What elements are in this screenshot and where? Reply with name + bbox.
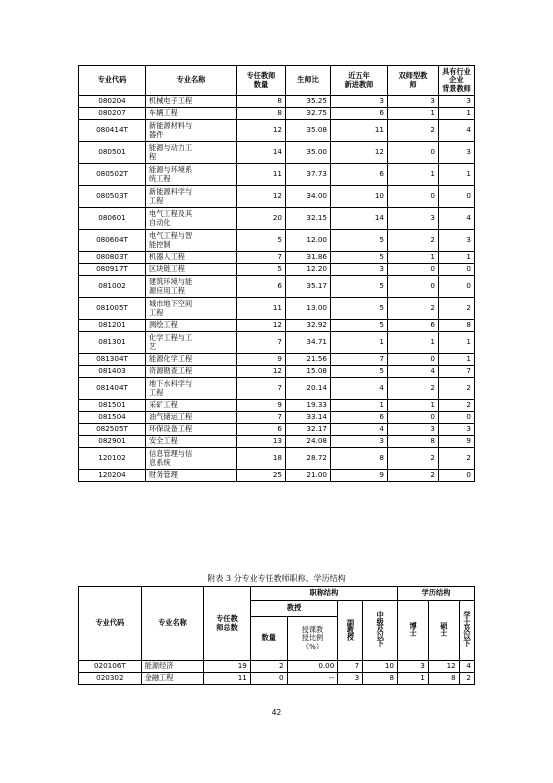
cell-industry-teachers: 9 [439, 436, 475, 448]
cell-new-teachers: 11 [331, 120, 388, 142]
cell-ratio: 21.56 [286, 354, 331, 366]
cell-teacher-count: 11 [237, 164, 286, 186]
cell-name: 车辆工程 [146, 108, 237, 120]
header-teacher-count: 专任教师 数量 [237, 66, 286, 96]
cell-ratio: 35.25 [286, 96, 331, 108]
cell-teacher-count: 7 [237, 378, 286, 400]
cell-ratio: 33.14 [286, 412, 331, 424]
table-row [79, 120, 475, 142]
cell-code: 080204 [79, 96, 146, 108]
cell-ratio: 12.00 [286, 230, 331, 252]
cell-phd: 1 [398, 673, 429, 685]
table-row [79, 298, 475, 320]
table-caption: 附表 3 分专业专任教师职称、学历结构 [207, 574, 346, 583]
cell-name: 机器人工程 [146, 252, 237, 264]
cell-new-teachers: 5 [331, 230, 388, 252]
cell-new-teachers: 5 [331, 298, 388, 320]
cell-bachelor-below: 4 [459, 661, 474, 673]
table-row [79, 400, 475, 412]
cell-teacher-count: 6 [237, 276, 286, 298]
cell-ratio: 28.72 [286, 448, 331, 470]
table-row [79, 366, 475, 378]
cell-dual-teachers: 0 [388, 186, 439, 208]
cell-dual-teachers: 4 [388, 366, 439, 378]
cell-name: 资源勘查工程 [146, 366, 237, 378]
cell-teacher-count: 6 [237, 424, 286, 436]
cell-dual-teachers: 2 [388, 120, 439, 142]
cell-new-teachers: 14 [331, 208, 388, 230]
header-title-structure: 职称结构 [250, 587, 397, 601]
cell-mid-below: 8 [363, 673, 398, 685]
cell-ratio: 32.75 [286, 108, 331, 120]
cell-ratio: 20.14 [286, 378, 331, 400]
cell-new-teachers: 6 [331, 108, 388, 120]
table-row [79, 378, 475, 400]
cell-dual-teachers: 6 [388, 320, 439, 332]
cell-code: 080414T [79, 120, 146, 142]
cell-code: 081404T [79, 378, 146, 400]
table-row [79, 332, 475, 354]
cell-code: 081005T [79, 298, 146, 320]
cell-new-teachers: 8 [331, 448, 388, 470]
cell-dual-teachers: 8 [388, 436, 439, 448]
cell-code: 081002 [79, 276, 146, 298]
cell-code: 081304T [79, 354, 146, 366]
header-professor: 教授 [250, 601, 338, 617]
cell-new-teachers: 4 [331, 378, 388, 400]
cell-dual-teachers: 2 [388, 298, 439, 320]
cell-ratio: 35.17 [286, 276, 331, 298]
cell-code: 081403 [79, 366, 146, 378]
cell-ratio: 32.15 [286, 208, 331, 230]
table-row [79, 230, 475, 252]
header-mid-below: 中级及以下 [363, 601, 398, 661]
cell-dual-teachers: 0 [388, 412, 439, 424]
cell-ratio: 24.08 [286, 436, 331, 448]
cell-name: 油气储运工程 [146, 412, 237, 424]
cell-name: 金融工程 [141, 673, 203, 685]
cell-teacher-count: 9 [237, 400, 286, 412]
cell-code: 081301 [79, 332, 146, 354]
cell-industry-teachers: 3 [439, 230, 475, 252]
cell-code: 080917T [79, 264, 146, 276]
cell-teacher-count: 8 [237, 96, 286, 108]
cell-name: 城市地下空间 工程 [146, 298, 237, 320]
table-row [79, 96, 475, 108]
header-industry-teachers: 具有行业企业 背景教师 [439, 66, 475, 96]
table-row [79, 661, 475, 673]
cell-dual-teachers: 1 [388, 164, 439, 186]
cell-total: 11 [204, 673, 251, 685]
header-new-teachers: 近五年 新进教师 [331, 66, 388, 96]
cell-teacher-count: 18 [237, 448, 286, 470]
cell-industry-teachers: 8 [439, 320, 475, 332]
cell-industry-teachers: 4 [439, 208, 475, 230]
header-phd: 博士 [398, 601, 429, 661]
cell-industry-teachers: 0 [439, 186, 475, 208]
cell-dual-teachers: 0 [388, 276, 439, 298]
header-name: 专业名称 [146, 66, 237, 96]
cell-name: 安全工程 [146, 436, 237, 448]
cell-code: 080604T [79, 230, 146, 252]
cell-new-teachers: 5 [331, 366, 388, 378]
table-row [79, 470, 475, 482]
cell-industry-teachers: 2 [439, 378, 475, 400]
cell-new-teachers: 1 [331, 332, 388, 354]
table-row [79, 142, 475, 164]
table-row [79, 208, 475, 230]
table-row [79, 436, 475, 448]
cell-ratio: 34.00 [286, 186, 331, 208]
cell-code: 081504 [79, 412, 146, 424]
cell-teacher-count: 14 [237, 142, 286, 164]
cell-new-teachers: 4 [331, 424, 388, 436]
cell-prof-count: 2 [250, 661, 287, 673]
cell-ratio: 35.08 [286, 120, 331, 142]
cell-name: 能源经济 [141, 661, 203, 673]
cell-name: 财务管理 [146, 470, 237, 482]
cell-name: 电气工程及其 自动化 [146, 208, 237, 230]
header-assoc-prof: 副教授 [338, 601, 363, 661]
cell-ratio: 13.00 [286, 298, 331, 320]
table-row [79, 354, 475, 366]
table-row [79, 164, 475, 186]
cell-name: 化学工程与工 艺 [146, 332, 237, 354]
cell-dual-teachers: 3 [388, 208, 439, 230]
table-row [79, 264, 475, 276]
cell-name: 信息管理与信 息系统 [146, 448, 237, 470]
cell-ratio: 19.33 [286, 400, 331, 412]
cell-new-teachers: 3 [331, 436, 388, 448]
page-number: 42 [271, 708, 282, 717]
cell-name: 区块链工程 [146, 264, 237, 276]
cell-name: 能源与动力工 程 [146, 142, 237, 164]
table-row [79, 320, 475, 332]
cell-dual-teachers: 2 [388, 470, 439, 482]
cell-code: 120102 [79, 448, 146, 470]
cell-dual-teachers: 2 [388, 378, 439, 400]
cell-code: 082505T [79, 424, 146, 436]
cell-industry-teachers: 2 [439, 298, 475, 320]
cell-dual-teachers: 0 [388, 264, 439, 276]
cell-ratio: 15.08 [286, 366, 331, 378]
header-dual-teachers: 双师型教 师 [388, 66, 439, 96]
cell-bachelor-below: 2 [459, 673, 474, 685]
cell-new-teachers: 10 [331, 186, 388, 208]
cell-new-teachers: 5 [331, 320, 388, 332]
cell-teacher-count: 20 [237, 208, 286, 230]
cell-new-teachers: 6 [331, 164, 388, 186]
cell-teacher-count: 9 [237, 354, 286, 366]
table-row [79, 186, 475, 208]
cell-industry-teachers: 1 [439, 164, 475, 186]
cell-dual-teachers: 1 [388, 108, 439, 120]
cell-ratio: 12.20 [286, 264, 331, 276]
cell-ratio: 31.86 [286, 252, 331, 264]
title-education-table [78, 586, 475, 685]
cell-name: 能源与环境系 统工程 [146, 164, 237, 186]
cell-name: 采矿工程 [146, 400, 237, 412]
cell-code: 081501 [79, 400, 146, 412]
cell-industry-teachers: 7 [439, 366, 475, 378]
cell-teacher-count: 12 [237, 320, 286, 332]
table-row [79, 276, 475, 298]
cell-code: 080503T [79, 186, 146, 208]
cell-code: 080803T [79, 252, 146, 264]
cell-teaching-ratio: 0.00 [287, 661, 338, 673]
cell-teacher-count: 7 [237, 252, 286, 264]
cell-phd: 3 [398, 661, 429, 673]
cell-assoc-prof: 7 [338, 661, 363, 673]
cell-teacher-count: 7 [237, 412, 286, 424]
cell-new-teachers: 5 [331, 252, 388, 264]
cell-name: 新能源科学与 工程 [146, 186, 237, 208]
table-row [79, 412, 475, 424]
cell-teaching-ratio: -- [287, 673, 338, 685]
cell-new-teachers: 6 [331, 412, 388, 424]
header-ratio: 生师比 [286, 66, 331, 96]
cell-code: 080601 [79, 208, 146, 230]
cell-code: 120204 [79, 470, 146, 482]
cell-code: 080502T [79, 164, 146, 186]
cell-code: 080501 [79, 142, 146, 164]
cell-teacher-count: 13 [237, 436, 286, 448]
cell-teacher-count: 12 [237, 366, 286, 378]
cell-industry-teachers: 2 [439, 400, 475, 412]
cell-code: 080207 [79, 108, 146, 120]
cell-ratio: 32.17 [286, 424, 331, 436]
cell-dual-teachers: 0 [388, 354, 439, 366]
table-row [79, 673, 475, 685]
cell-ratio: 34.71 [286, 332, 331, 354]
cell-industry-teachers: 1 [439, 108, 475, 120]
table-row [79, 448, 475, 470]
cell-dual-teachers: 2 [388, 448, 439, 470]
cell-industry-teachers: 3 [439, 424, 475, 436]
cell-teacher-count: 12 [237, 186, 286, 208]
header-education-structure: 学历结构 [398, 587, 475, 601]
cell-name: 环保设备工程 [146, 424, 237, 436]
cell-ratio: 21.00 [286, 470, 331, 482]
table-header-row [79, 66, 475, 96]
cell-name: 机械电子工程 [146, 96, 237, 108]
cell-total: 19 [204, 661, 251, 673]
cell-teacher-count: 11 [237, 298, 286, 320]
cell-name: 建筑环境与能 源应用工程 [146, 276, 237, 298]
cell-industry-teachers: 1 [439, 332, 475, 354]
cell-new-teachers: 9 [331, 470, 388, 482]
cell-teacher-count: 8 [237, 108, 286, 120]
header-master: 硕士 [428, 601, 459, 661]
header-code: 专业代码 [79, 587, 142, 661]
cell-assoc-prof: 3 [338, 673, 363, 685]
cell-industry-teachers: 0 [439, 470, 475, 482]
cell-dual-teachers: 1 [388, 332, 439, 354]
cell-code: 020302 [79, 673, 142, 685]
cell-dual-teachers: 1 [388, 400, 439, 412]
table-row [79, 252, 475, 264]
cell-teacher-count: 7 [237, 332, 286, 354]
cell-new-teachers: 7 [331, 354, 388, 366]
header-teaching-ratio: 授课教 授比例 （%） [287, 617, 338, 661]
cell-name: 测绘工程 [146, 320, 237, 332]
cell-industry-teachers: 1 [439, 354, 475, 366]
cell-industry-teachers: 0 [439, 264, 475, 276]
cell-name: 能源化学工程 [146, 354, 237, 366]
cell-teacher-count: 5 [237, 230, 286, 252]
header-bachelor-below: 学士及以下 [459, 601, 474, 661]
cell-ratio: 37.73 [286, 164, 331, 186]
cell-industry-teachers: 4 [439, 120, 475, 142]
table-row [79, 424, 475, 436]
header-code: 专业代码 [79, 66, 146, 96]
cell-ratio: 35.00 [286, 142, 331, 164]
cell-prof-count: 0 [250, 673, 287, 685]
cell-industry-teachers: 0 [439, 276, 475, 298]
cell-teacher-count: 12 [237, 120, 286, 142]
cell-new-teachers: 3 [331, 96, 388, 108]
cell-new-teachers: 3 [331, 264, 388, 276]
header-count: 数量 [250, 617, 287, 661]
cell-dual-teachers: 2 [388, 230, 439, 252]
cell-mid-below: 10 [363, 661, 398, 673]
cell-dual-teachers: 1 [388, 252, 439, 264]
cell-industry-teachers: 3 [439, 96, 475, 108]
cell-name: 电气工程与智 能控制 [146, 230, 237, 252]
cell-new-teachers: 12 [331, 142, 388, 164]
cell-new-teachers: 1 [331, 400, 388, 412]
cell-name: 地下水科学与 工程 [146, 378, 237, 400]
header-name: 专业名称 [141, 587, 203, 661]
cell-name: 新能源材料与 器件 [146, 120, 237, 142]
cell-master: 8 [428, 673, 459, 685]
cell-master: 12 [428, 661, 459, 673]
cell-teacher-count: 5 [237, 264, 286, 276]
cell-code: 020106T [79, 661, 142, 673]
cell-industry-teachers: 3 [439, 142, 475, 164]
cell-dual-teachers: 0 [388, 142, 439, 164]
cell-teacher-count: 25 [237, 470, 286, 482]
cell-dual-teachers: 3 [388, 424, 439, 436]
table-row [79, 108, 475, 120]
cell-code: 081201 [79, 320, 146, 332]
cell-new-teachers: 5 [331, 276, 388, 298]
cell-industry-teachers: 2 [439, 448, 475, 470]
teacher-stats-table [78, 65, 475, 482]
cell-dual-teachers: 3 [388, 96, 439, 108]
cell-industry-teachers: 0 [439, 412, 475, 424]
header-total: 专任教 师总数 [204, 587, 251, 661]
cell-code: 082901 [79, 436, 146, 448]
cell-ratio: 32.92 [286, 320, 331, 332]
cell-industry-teachers: 1 [439, 252, 475, 264]
